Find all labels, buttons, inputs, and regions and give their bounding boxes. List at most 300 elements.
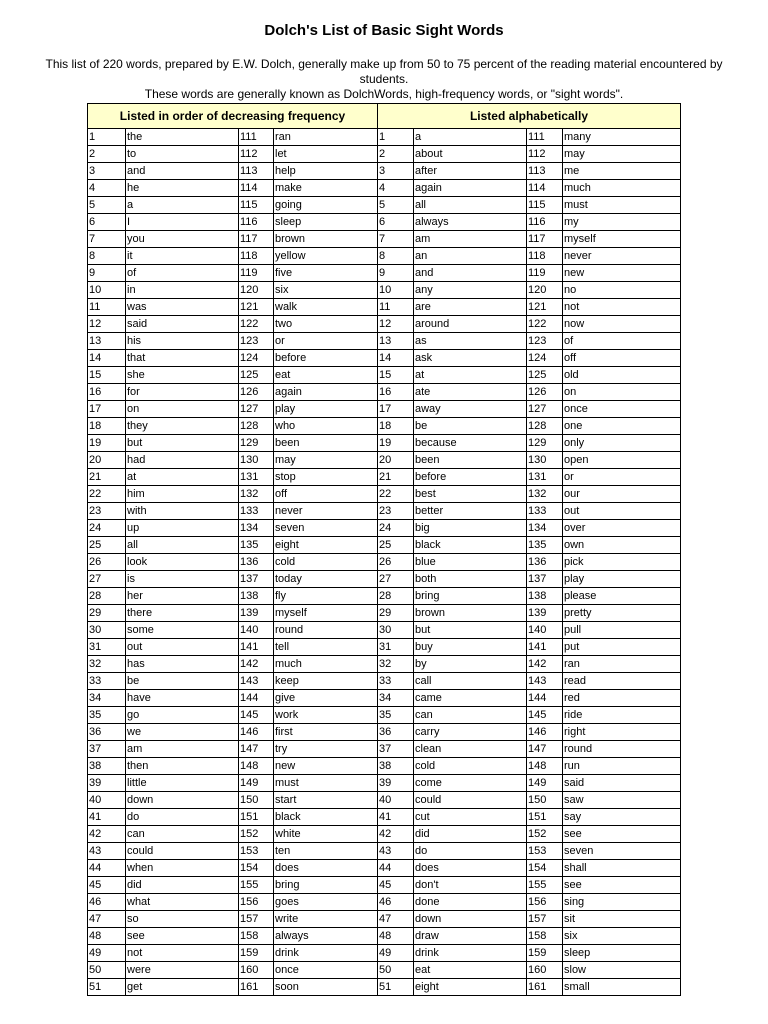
alpha-rank-cell: 9 [378,265,414,282]
freq-rank-cell: 47 [88,911,126,928]
alpha-word-cell: new [563,265,681,282]
alpha-rank-cell: 8 [378,248,414,265]
table-row [88,214,681,231]
freq-rank-cell: 41 [88,809,126,826]
freq-rank-cell: 2 [88,146,126,163]
freq-word-cell: eat [274,367,378,384]
document-intro [20,57,748,102]
freq-rank-cell: 50 [88,962,126,979]
freq-rank-cell: 129 [239,435,274,452]
freq-word-cell: once [274,962,378,979]
intro-line-1: This list of 220 words, prepared by E.W. Dolch, generally make up from 50 to 75 percent of the reading material encountered by students. [45,57,723,86]
alpha-word-cell: read [563,673,681,690]
table-body [88,129,681,996]
alpha-word-cell: saw [563,792,681,809]
freq-rank-cell: 35 [88,707,126,724]
alpha-rank-cell: 22 [378,486,414,503]
freq-rank-cell: 132 [239,486,274,503]
freq-rank-cell: 125 [239,367,274,384]
alpha-rank-cell: 144 [527,690,563,707]
freq-rank-cell: 29 [88,605,126,622]
freq-rank-cell: 138 [239,588,274,605]
freq-rank-cell: 8 [88,248,126,265]
alpha-word-cell: around [414,316,527,333]
alpha-word-cell: of [563,333,681,350]
alpha-word-cell: don't [414,877,527,894]
freq-rank-cell: 114 [239,180,274,197]
freq-word-cell: at [126,469,239,486]
alpha-word-cell: at [414,367,527,384]
freq-rank-cell: 140 [239,622,274,639]
table-row [88,384,681,401]
freq-rank-cell: 1 [88,129,126,146]
alpha-rank-cell: 26 [378,554,414,571]
alpha-word-cell: eat [414,962,527,979]
freq-word-cell: fly [274,588,378,605]
alpha-rank-cell: 30 [378,622,414,639]
freq-rank-cell: 27 [88,571,126,588]
freq-word-cell: said [126,316,239,333]
freq-rank-cell: 6 [88,214,126,231]
freq-rank-cell: 18 [88,418,126,435]
table-row [88,503,681,520]
freq-word-cell: for [126,384,239,401]
freq-word-cell: had [126,452,239,469]
alpha-word-cell: are [414,299,527,316]
freq-word-cell: work [274,707,378,724]
table-row [88,265,681,282]
alpha-rank-cell: 43 [378,843,414,860]
alpha-word-cell: run [563,758,681,775]
alpha-word-cell: may [563,146,681,163]
alpha-word-cell: own [563,537,681,554]
alpha-word-cell: sleep [563,945,681,962]
alpha-rank-cell: 5 [378,197,414,214]
freq-rank-cell: 153 [239,843,274,860]
freq-rank-cell: 10 [88,282,126,299]
table-row [88,197,681,214]
freq-rank-cell: 113 [239,163,274,180]
table-row [88,333,681,350]
freq-word-cell: play [274,401,378,418]
alpha-rank-cell: 153 [527,843,563,860]
alpha-word-cell: about [414,146,527,163]
alpha-word-cell: again [414,180,527,197]
freq-rank-cell: 28 [88,588,126,605]
alpha-rank-cell: 139 [527,605,563,622]
freq-rank-cell: 31 [88,639,126,656]
freq-word-cell: eight [274,537,378,554]
freq-rank-cell: 143 [239,673,274,690]
alpha-rank-cell: 48 [378,928,414,945]
table-row [88,401,681,418]
freq-rank-cell: 9 [88,265,126,282]
freq-word-cell: it [126,248,239,265]
alpha-rank-cell: 117 [527,231,563,248]
freq-rank-cell: 12 [88,316,126,333]
freq-rank-cell: 149 [239,775,274,792]
freq-word-cell: of [126,265,239,282]
alpha-word-cell: no [563,282,681,299]
alpha-word-cell: six [563,928,681,945]
freq-word-cell: has [126,656,239,673]
table-row [88,775,681,792]
alpha-rank-cell: 39 [378,775,414,792]
freq-rank-cell: 25 [88,537,126,554]
alpha-word-cell: better [414,503,527,520]
freq-rank-cell: 148 [239,758,274,775]
alpha-rank-cell: 149 [527,775,563,792]
freq-rank-cell: 118 [239,248,274,265]
freq-word-cell: look [126,554,239,571]
alpha-rank-cell: 24 [378,520,414,537]
alpha-rank-cell: 131 [527,469,563,486]
freq-word-cell: was [126,299,239,316]
freq-word-cell: but [126,435,239,452]
freq-word-cell: five [274,265,378,282]
freq-rank-cell: 48 [88,928,126,945]
alpha-word-cell: me [563,163,681,180]
alpha-word-cell: buy [414,639,527,656]
alpha-rank-cell: 124 [527,350,563,367]
alpha-rank-cell: 119 [527,265,563,282]
table-row [88,520,681,537]
freq-rank-cell: 120 [239,282,274,299]
freq-word-cell: yellow [274,248,378,265]
freq-word-cell: is [126,571,239,588]
alpha-word-cell: right [563,724,681,741]
freq-rank-cell: 137 [239,571,274,588]
alpha-rank-cell: 19 [378,435,414,452]
alpha-word-cell: both [414,571,527,588]
alpha-rank-cell: 126 [527,384,563,401]
table-row [88,316,681,333]
freq-word-cell: or [274,333,378,350]
freq-word-cell: who [274,418,378,435]
freq-word-cell: get [126,979,239,996]
freq-rank-cell: 20 [88,452,126,469]
table-row [88,826,681,843]
alpha-word-cell: off [563,350,681,367]
freq-rank-cell: 155 [239,877,274,894]
alpha-rank-cell: 33 [378,673,414,690]
alpha-rank-cell: 147 [527,741,563,758]
alpha-rank-cell: 118 [527,248,563,265]
freq-word-cell: she [126,367,239,384]
freq-word-cell: try [274,741,378,758]
alpha-word-cell: see [563,877,681,894]
freq-rank-cell: 134 [239,520,274,537]
table-row [88,180,681,197]
freq-rank-cell: 121 [239,299,274,316]
alpha-rank-cell: 41 [378,809,414,826]
table-row [88,418,681,435]
table-row [88,469,681,486]
table-row [88,299,681,316]
freq-word-cell: off [274,486,378,503]
freq-word-cell: give [274,690,378,707]
alpha-rank-cell: 4 [378,180,414,197]
table-row [88,741,681,758]
freq-rank-cell: 23 [88,503,126,520]
table-row [88,248,681,265]
table-row [88,282,681,299]
alpha-rank-cell: 129 [527,435,563,452]
alpha-word-cell: black [414,537,527,554]
freq-rank-cell: 24 [88,520,126,537]
freq-word-cell: again [274,384,378,401]
alpha-rank-cell: 7 [378,231,414,248]
freq-rank-cell: 4 [88,180,126,197]
alpha-word-cell: ate [414,384,527,401]
freq-rank-cell: 116 [239,214,274,231]
freq-word-cell: must [274,775,378,792]
freq-word-cell: his [126,333,239,350]
alpha-word-cell: and [414,265,527,282]
table-row [88,979,681,996]
table-row [88,690,681,707]
alpha-word-cell: pick [563,554,681,571]
freq-rank-cell: 145 [239,707,274,724]
freq-word-cell: with [126,503,239,520]
freq-rank-cell: 19 [88,435,126,452]
alpha-rank-cell: 46 [378,894,414,911]
freq-word-cell: not [126,945,239,962]
table-row [88,945,681,962]
alpha-word-cell: one [563,418,681,435]
freq-word-cell: what [126,894,239,911]
freq-rank-cell: 14 [88,350,126,367]
freq-word-cell: a [126,197,239,214]
alpha-word-cell: our [563,486,681,503]
freq-rank-cell: 3 [88,163,126,180]
freq-word-cell: first [274,724,378,741]
alpha-rank-cell: 132 [527,486,563,503]
alpha-rank-cell: 36 [378,724,414,741]
alpha-word-cell: red [563,690,681,707]
freq-rank-cell: 150 [239,792,274,809]
freq-word-cell: ran [274,129,378,146]
alpha-rank-cell: 17 [378,401,414,418]
alpha-word-cell: once [563,401,681,418]
freq-word-cell: seven [274,520,378,537]
table-row [88,537,681,554]
table-header-row [88,104,681,129]
alpha-word-cell: call [414,673,527,690]
freq-word-cell: see [126,928,239,945]
freq-rank-cell: 152 [239,826,274,843]
alpha-rank-cell: 18 [378,418,414,435]
alpha-word-cell: out [563,503,681,520]
alpha-word-cell: a [414,129,527,146]
freq-word-cell: I [126,214,239,231]
table-row [88,724,681,741]
alpha-word-cell: does [414,860,527,877]
alpha-word-cell: many [563,129,681,146]
alpha-rank-cell: 137 [527,571,563,588]
freq-word-cell: been [274,435,378,452]
alpha-word-cell: eight [414,979,527,996]
freq-rank-cell: 22 [88,486,126,503]
alpha-rank-cell: 37 [378,741,414,758]
alpha-rank-cell: 128 [527,418,563,435]
freq-word-cell: does [274,860,378,877]
alpha-word-cell: put [563,639,681,656]
table-row [88,792,681,809]
table-row [88,435,681,452]
table-row [88,809,681,826]
alpha-rank-cell: 151 [527,809,563,826]
freq-word-cell: the [126,129,239,146]
alpha-word-cell: sit [563,911,681,928]
freq-rank-cell: 115 [239,197,274,214]
alpha-rank-cell: 25 [378,537,414,554]
freq-word-cell: black [274,809,378,826]
freq-word-cell: may [274,452,378,469]
freq-rank-cell: 49 [88,945,126,962]
freq-word-cell: goes [274,894,378,911]
alpha-word-cell: been [414,452,527,469]
freq-word-cell: sleep [274,214,378,231]
alpha-word-cell: please [563,588,681,605]
freq-word-cell: write [274,911,378,928]
freq-rank-cell: 13 [88,333,126,350]
alpha-rank-cell: 143 [527,673,563,690]
freq-rank-cell: 133 [239,503,274,520]
freq-word-cell: that [126,350,239,367]
freq-word-cell: am [126,741,239,758]
freq-rank-cell: 34 [88,690,126,707]
freq-rank-cell: 158 [239,928,274,945]
freq-rank-cell: 131 [239,469,274,486]
alpha-word-cell: came [414,690,527,707]
freq-word-cell: walk [274,299,378,316]
alpha-word-cell: drink [414,945,527,962]
alpha-word-cell: by [414,656,527,673]
alpha-word-cell: say [563,809,681,826]
freq-rank-cell: 130 [239,452,274,469]
table-row [88,605,681,622]
alpha-word-cell: could [414,792,527,809]
alpha-rank-cell: 157 [527,911,563,928]
freq-word-cell: today [274,571,378,588]
freq-rank-cell: 17 [88,401,126,418]
freq-rank-cell: 42 [88,826,126,843]
alpha-word-cell: over [563,520,681,537]
alpha-rank-cell: 158 [527,928,563,945]
freq-word-cell: keep [274,673,378,690]
alpha-rank-cell: 154 [527,860,563,877]
freq-word-cell: could [126,843,239,860]
alpha-rank-cell: 16 [378,384,414,401]
alpha-rank-cell: 21 [378,469,414,486]
freq-word-cell: up [126,520,239,537]
document-title: Dolch's List of Basic Sight Words [264,22,504,39]
alpha-word-cell: see [563,826,681,843]
table-row [88,962,681,979]
freq-rank-cell: 36 [88,724,126,741]
freq-word-cell: were [126,962,239,979]
freq-word-cell: make [274,180,378,197]
alpha-rank-cell: 34 [378,690,414,707]
table-row [88,129,681,146]
alpha-rank-cell: 138 [527,588,563,605]
alpha-rank-cell: 123 [527,333,563,350]
freq-word-cell: he [126,180,239,197]
alpha-word-cell: clean [414,741,527,758]
freq-word-cell: going [274,197,378,214]
freq-word-cell: never [274,503,378,520]
freq-rank-cell: 128 [239,418,274,435]
freq-rank-cell: 39 [88,775,126,792]
alpha-word-cell: pull [563,622,681,639]
alpha-rank-cell: 121 [527,299,563,316]
freq-word-cell: two [274,316,378,333]
freq-word-cell: myself [274,605,378,622]
alpha-rank-cell: 159 [527,945,563,962]
freq-word-cell: can [126,826,239,843]
alpha-word-cell: my [563,214,681,231]
alpha-word-cell: do [414,843,527,860]
alpha-rank-cell: 51 [378,979,414,996]
alpha-rank-cell: 47 [378,911,414,928]
freq-word-cell: do [126,809,239,826]
freq-rank-cell: 11 [88,299,126,316]
alpha-rank-cell: 125 [527,367,563,384]
frequency-column-header: Listed in order of decreasing frequency [88,104,378,129]
alpha-rank-cell: 114 [527,180,563,197]
alpha-word-cell: away [414,401,527,418]
freq-rank-cell: 160 [239,962,274,979]
freq-rank-cell: 33 [88,673,126,690]
freq-word-cell: and [126,163,239,180]
alpha-word-cell: always [414,214,527,231]
table-row [88,350,681,367]
alpha-rank-cell: 40 [378,792,414,809]
freq-word-cell: drink [274,945,378,962]
freq-word-cell: soon [274,979,378,996]
freq-word-cell: when [126,860,239,877]
table-row [88,656,681,673]
alpha-word-cell: big [414,520,527,537]
table-row [88,860,681,877]
alpha-word-cell: must [563,197,681,214]
alpha-rank-cell: 155 [527,877,563,894]
alpha-word-cell: round [563,741,681,758]
alpha-word-cell: carry [414,724,527,741]
freq-rank-cell: 44 [88,860,126,877]
freq-word-cell: tell [274,639,378,656]
alpha-word-cell: only [563,435,681,452]
freq-rank-cell: 30 [88,622,126,639]
alpha-word-cell: blue [414,554,527,571]
freq-rank-cell: 112 [239,146,274,163]
freq-word-cell: before [274,350,378,367]
freq-word-cell: help [274,163,378,180]
freq-word-cell: did [126,877,239,894]
freq-rank-cell: 144 [239,690,274,707]
table-row [88,673,681,690]
freq-word-cell: little [126,775,239,792]
alpha-word-cell: sing [563,894,681,911]
freq-rank-cell: 111 [239,129,274,146]
table-row [88,146,681,163]
alpha-word-cell: not [563,299,681,316]
freq-rank-cell: 151 [239,809,274,826]
alpha-rank-cell: 134 [527,520,563,537]
alpha-rank-cell: 156 [527,894,563,911]
freq-word-cell: so [126,911,239,928]
